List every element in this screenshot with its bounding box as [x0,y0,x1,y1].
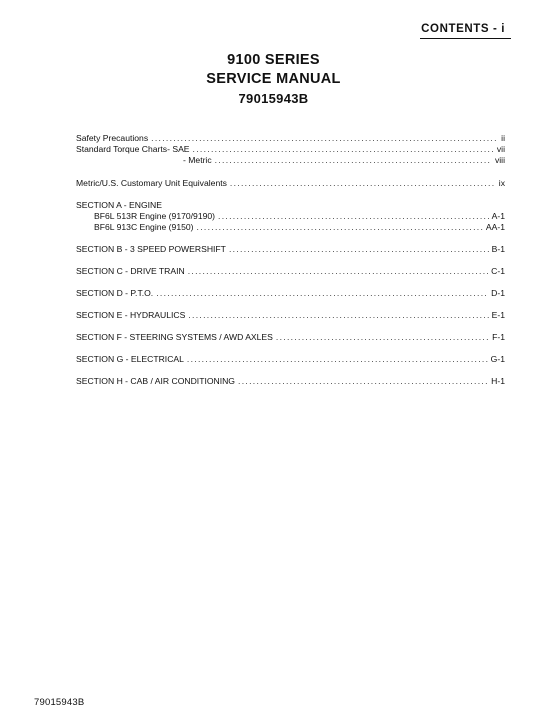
series-title: 9100 SERIES [227,52,320,68]
toc-entry-label: Metric/U.S. Customary Unit Equivalents [76,178,227,188]
toc-entry-torque-sae[interactable] [76,144,505,155]
toc-entry-sublabel: - Metric [183,155,212,165]
title-block [0,51,547,108]
toc-entry-label: SECTION B - 3 SPEED POWERSHIFT [76,244,226,254]
toc-entry-label: SECTION D - P.T.O. [76,288,154,298]
toc-entry-torque-metric[interactable] [76,155,505,166]
toc-entry-sublabel: BF6L 913C Engine (9150) [94,222,194,232]
toc-entry-safety[interactable] [76,133,505,144]
toc-section-e[interactable] [76,310,505,321]
toc-entry-sublabel: - SAE [167,144,190,154]
toc-entry-page: G-1 [490,354,505,364]
toc-leader [156,288,488,299]
toc-leader [238,376,488,387]
toc-section-g[interactable] [76,354,505,365]
toc-leader [193,144,494,155]
toc-entry-unit-equivalents[interactable] [76,178,505,189]
toc-entry-engine-913c[interactable] [76,222,505,233]
toc-leader [230,178,496,189]
toc-entry-sublabel: BF6L 513R Engine (9170/9190) [94,211,216,221]
toc-section-a-heading[interactable] [76,200,505,211]
toc-entry-page: viii [494,155,505,165]
toc-section-f[interactable] [76,332,505,343]
toc-entry-label: SECTION A - ENGINE [76,200,162,210]
toc-entry-label: SECTION E - HYDRAULICS [76,310,186,320]
toc-leader [218,211,489,222]
toc-leader [229,244,489,255]
header-rule [420,38,511,39]
toc-leader [188,310,488,321]
toc-leader [187,354,488,365]
toc-entry-page: ii [501,133,505,143]
toc-entry-label: Safety Precautions [76,133,149,143]
toc-entry-page: C-1 [491,266,505,276]
toc-leader [151,133,498,144]
manual-title: SERVICE MANUAL [206,71,341,87]
toc-entry-page: D-1 [491,288,505,298]
toc-entry-page: ix [498,178,505,188]
toc-entry-label: SECTION F - STEERING SYSTEMS / AWD AXLES [76,332,273,342]
page-header-label: CONTENTS - i [421,23,505,35]
toc-entry-label: SECTION C - DRIVE TRAIN [76,266,185,276]
toc-entry-page: AA-1 [485,222,505,232]
toc-section-b[interactable] [76,244,505,255]
toc-entry-page: H-1 [491,376,505,386]
toc-section-d[interactable] [76,288,505,299]
toc-leader [276,332,489,343]
toc-leader [188,266,488,277]
toc-entry-label: SECTION G - ELECTRICAL [76,354,184,364]
toc-entry-label: Standard Torque Charts [76,144,168,154]
toc-entry-page: vii [496,144,505,154]
toc-entry-page: F-1 [492,332,505,342]
toc-section-h[interactable] [76,376,505,387]
toc-leader [197,222,483,233]
toc-entry-engine-513r[interactable] [76,211,505,222]
manual-number: 79015943B [238,91,309,106]
footer-document-code: 79015943B [34,697,85,708]
toc-entry-page: A-1 [491,211,505,221]
toc-entry-page: B-1 [491,244,505,254]
toc-leader [215,155,492,166]
toc-entry-page: E-1 [491,310,505,320]
toc-entry-label: SECTION H - CAB / AIR CONDITIONING [76,376,235,386]
toc-section-c[interactable] [76,266,505,277]
